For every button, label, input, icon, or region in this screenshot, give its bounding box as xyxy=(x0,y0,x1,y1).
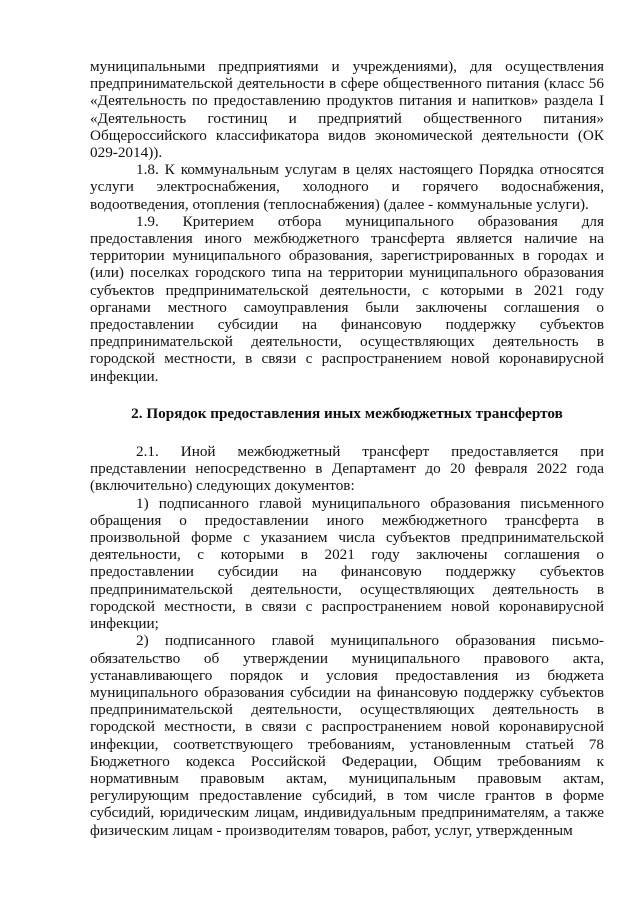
section-heading: 2. Порядок предоставления иных межбюджетных трансфертов xyxy=(131,404,563,422)
list-item-1: 1) подписанного главой муниципального образования письменного обращения о предоставлении иного межбюджетного трансферта в произвольной форме с указанием числа субъектов предпринимательской деятельности, с которыми в 2021 году заключены соглашения о предоставлении субсидии на финансовую поддержку субъектов предпринимательской деятельности, осуществляющих деятельность в городской местности, в связи с распространением новой коронавирусной инфекции; xyxy=(90,494,604,633)
paragraph-2-1: 2.1. Иной межбюджетный трансферт предоставляется при представлении непосредственно в Департамент до 20 февраля 2022 года (включительно) следующих документов: xyxy=(90,443,604,495)
document-page xyxy=(90,58,604,839)
paragraph-okved-continuation: муниципальными предприятиями и учреждениями), для осуществления предпринимательской деятельности в сфере общественного питания (класс 56 «Деятельность по предоставлению продуктов питания и напитков» раздела I «Деятельность гостиниц и предприятий общественного питания» Общероссийского классификатора видов экономической деятельности (ОК 029-2014)). xyxy=(90,58,604,162)
list-item-2: 2) подписанного главой муниципального образования письмо-обязательство об утверждении муниципального правового акта, устанавливающего порядок и условия предоставления из бюджета муниципального образования субсидии на финансовую поддержку субъектов предпринимательской деятельности, осуществляющих деятельность в городской местности, в связи с распространением новой коронавирусной инфекции, соответствующего требованиям, установленным статьей 78 Бюджетного кодекса Российской Федерации, Общим требованиям к нормативным правовым актам, муниципальным правовым актам, регулирующим предоставление субсидий, в том числе грантов в форме субсидий, юридическим лицам, индивидуальным предпринимателям, а также физическим лицам - производителям товаров, работ, услуг, утвержденным xyxy=(90,632,604,839)
paragraph-1-8: 1.8. К коммунальным услугам в целях настоящего Порядка относятся услуги электроснабжения, холодного и горячего водоснабжения, водоотведения, отопления (теплоснабжения) (далее - коммунальные услуги). xyxy=(90,161,604,213)
paragraph-1-9: 1.9. Критерием отбора муниципального образования для предоставления иного межбюджетного трансферта является наличие на территории муниципального образования, зарегистрированных в городах и (или) поселках городского типа на территории муниципального образования субъектов предпринимательской деятельности, с которыми в 2021 году органами местного самоуправления были заключены соглашения о предоставлении субсидии на финансовую поддержку субъектов предпринимательской деятельности, осуществляющих деятельность в городской местности, в связи с распространением новой коронавирусной инфекции. xyxy=(90,212,604,385)
